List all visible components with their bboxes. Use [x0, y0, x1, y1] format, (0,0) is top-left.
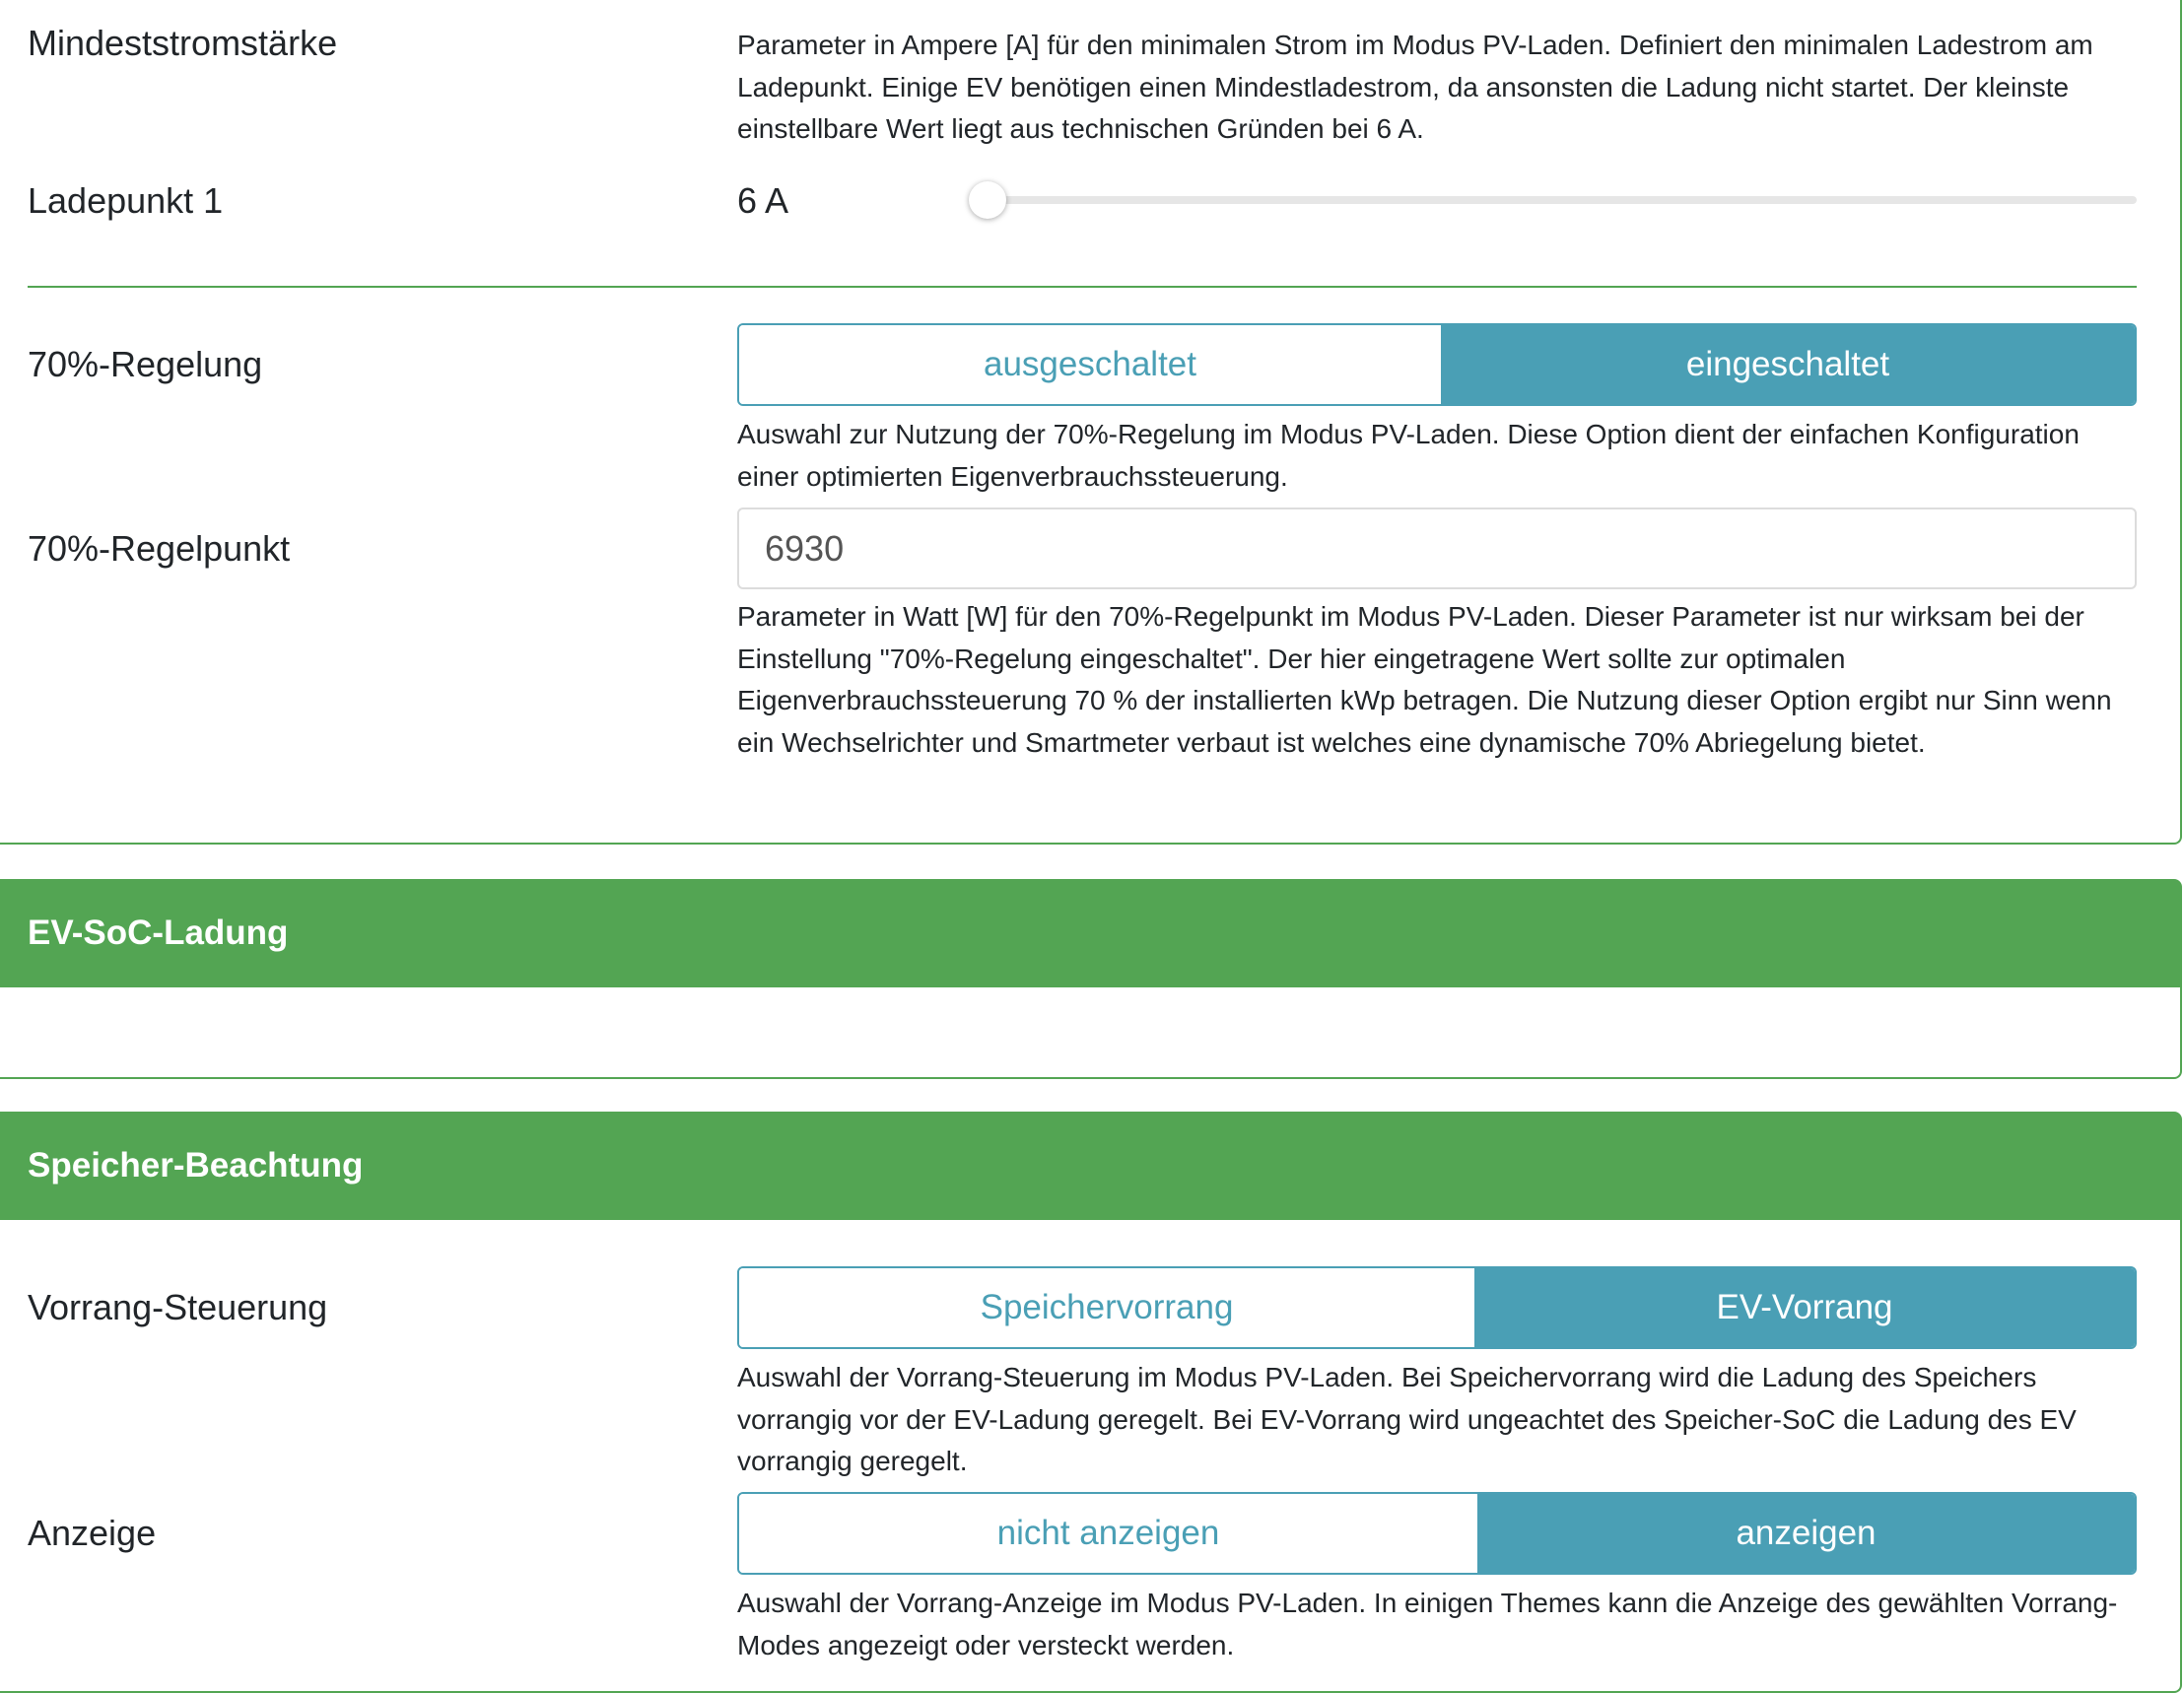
vorrang-label: Vorrang-Steuerung	[28, 1287, 328, 1327]
speicher-card-header: Speicher-Beachtung	[0, 1112, 2182, 1220]
ladepunkt1-slider-thumb[interactable]	[969, 181, 1006, 219]
speichervorrang-button[interactable]: Speichervorrang	[739, 1268, 1474, 1347]
section-divider	[28, 286, 2137, 288]
regelpunkt70-input[interactable]	[737, 508, 2137, 589]
anzeige-label: Anzeige	[28, 1513, 157, 1553]
vorrang-toggle	[737, 1266, 2137, 1349]
anzeige-toggle	[737, 1492, 2137, 1575]
regelung70-on-button[interactable]: eingeschaltet	[1441, 325, 2135, 404]
ladepunkt1-value: 6 A	[737, 180, 789, 221]
ev-vorrang-button[interactable]: EV-Vorrang	[1474, 1268, 2135, 1347]
anzeige-help: Auswahl der Vorrang-Anzeige im Modus PV-Laden. In einigen Themes kann die Anzeige des gewählten Vorrang-Modes angezeigt oder versteckt werden.	[737, 1588, 2118, 1660]
regelung70-help: Auswahl zur Nutzung der 70%-Regelung im Modus PV-Laden. Diese Option dient der einfachen Konfiguration einer optimierten Eigenverbrauchssteuerung.	[737, 419, 2080, 492]
regelung70-toggle	[737, 323, 2137, 406]
ladepunkt1-slider-track[interactable]	[988, 196, 2137, 204]
regelung70-label: 70%-Regelung	[28, 344, 263, 384]
anzeigen-button[interactable]: anzeigen	[1477, 1494, 2135, 1573]
ladepunkt1-label: Ladepunkt 1	[28, 180, 224, 221]
min-current-help: Parameter in Ampere [A] für den minimalen Strom im Modus PV-Laden. Definiert den minimalen Ladestrom am Ladepunkt. Einige EV benötigen einen Mindestladestrom, da ansonsten die Ladung nicht startet. Der kleinste einstellbare Wert liegt aus technischen Gründen bei 6 A.	[737, 30, 2093, 144]
vorrang-help: Auswahl der Vorrang-Steuerung im Modus PV-Laden. Bei Speichervorrang wird die Ladung des Speichers vorrangig vor der EV-Ladung geregelt. Bei EV-Vorrang wird ungeachtet des Speicher-SoC die Ladung des EV vorrangig geregelt.	[737, 1362, 2077, 1476]
nicht-anzeigen-button[interactable]: nicht anzeigen	[739, 1494, 1477, 1573]
regelpunkt70-label: 70%-Regelpunkt	[28, 528, 291, 569]
ev-soc-card-header: EV-SoC-Ladung	[0, 879, 2182, 987]
regelpunkt70-help: Parameter in Watt [W] für den 70%-Regelpunkt im Modus PV-Laden. Dieser Parameter ist nur wirksam bei der Einstellung "70%-Regelung eingeschaltet". Der hier eingetragene Wert sollte zur optimalen Eigenverbrauchssteuerung 70 % der installierten kWp betragen. Die Nutzung dieser Option ergibt nur Sinn wenn ein Wechselrichter und Smartmeter verbaut ist welches eine dynamische 70% Abriegelung bietet.	[737, 601, 2112, 758]
regelung70-off-button[interactable]: ausgeschaltet	[739, 325, 1441, 404]
min-current-label: Mindeststromstärke	[28, 23, 338, 63]
ev-soc-card-body	[0, 987, 2182, 1079]
